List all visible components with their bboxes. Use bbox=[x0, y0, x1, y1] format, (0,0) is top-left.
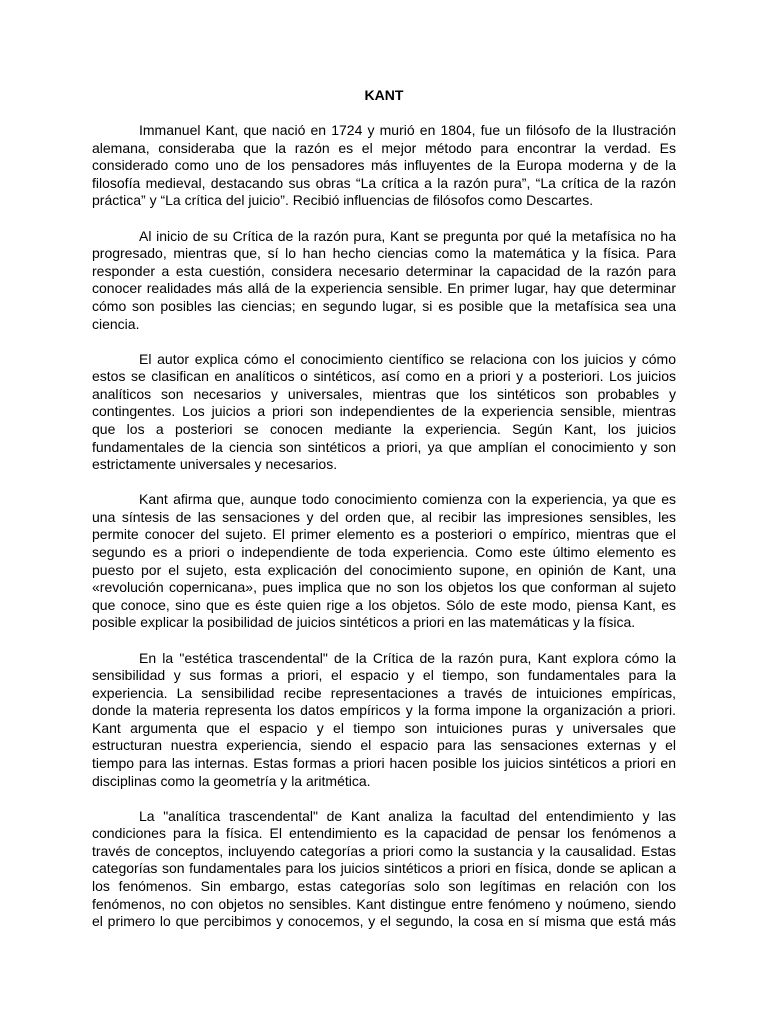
paragraph-line: conocer realidades más allá de la experiencia sensible. En primer lugar, hay que determinar bbox=[92, 280, 676, 297]
paragraph-line: En la "estética trascendental" de la Crítica de la razón pura, Kant explora cómo la bbox=[139, 649, 676, 666]
paragraph-2 bbox=[92, 228, 676, 333]
paragraph-line: puesto por el sujeto, esta explicación del conocimiento supone, en opinión de Kant, una bbox=[92, 561, 676, 578]
paragraph-line: fundamentales de la ciencia son sintéticos a priori, ya que amplían el conocimiento y son bbox=[92, 438, 676, 455]
paragraph-line: Al inicio de su Crítica de la razón pura, Kant se pregunta por qué la metafísica no ha bbox=[139, 227, 676, 244]
paragraph-line: fenómenos, no con objetos no sensibles. Kant distingue entre fenómeno y noúmeno, siendo bbox=[92, 895, 676, 912]
paragraph-line: condiciones para la física. El entendimiento es la capacidad de pensar los fenómenos a bbox=[92, 825, 676, 842]
paragraph-line: categorías son fundamentales para los juicios sintéticos a priori en física, donde se aplican a bbox=[92, 860, 676, 877]
paragraph-line: «revolución copernicana», pues implica que no son los objetos los que conforman al sujeto bbox=[92, 579, 676, 596]
paragraph-line: tiempo para las internas. Estas formas a priori hacen posible los juicios sintéticos a priori en bbox=[92, 754, 676, 771]
paragraph-line: una síntesis de las sensaciones y del orden que, al recibir las impresiones sensibles, les bbox=[92, 508, 676, 525]
paragraph-line: estrictamente universales y necesarios. bbox=[92, 456, 338, 473]
paragraph-line: cómo son posibles las ciencias; en segundo lugar, si es posible que la metafísica sea una bbox=[92, 297, 676, 314]
paragraph-line: ciencia. bbox=[92, 315, 140, 332]
paragraph-line: que los a posteriori se conocen mediante la experiencia. Según Kant, los juicios bbox=[92, 420, 676, 437]
paragraph-line: Immanuel Kant, que nació en 1724 y murió en 1804, fue un filósofo de la Ilustración bbox=[139, 122, 676, 139]
paragraph-line: estos se clasifican en analíticos o sintéticos, así como en a priori y a posteriori. Los juicios bbox=[92, 368, 676, 385]
paragraph-3 bbox=[92, 351, 676, 474]
paragraph-line: el primero lo que percibimos y conocemos, y el segundo, la cosa en sí misma que está más bbox=[92, 913, 676, 930]
document-page bbox=[92, 87, 676, 948]
paragraph-6 bbox=[92, 808, 676, 931]
paragraph-line: sensibilidad y sus formas a priori, el espacio y el tiempo, son fundamentales para la bbox=[92, 667, 676, 684]
paragraph-line: estructuran nuestra experiencia, siendo el espacio para las sensaciones externas y el bbox=[92, 737, 676, 754]
paragraph-line: considerado como uno de los pensadores más influyentes de la Europa moderna y de la bbox=[92, 157, 676, 174]
paragraph-5 bbox=[92, 650, 676, 791]
paragraph-line: alemana, consideraba que la razón es el mejor método para encontrar la verdad. Es bbox=[92, 139, 676, 156]
paragraph-4 bbox=[92, 491, 676, 632]
paragraph-line: través de conceptos, incluyendo categorías a priori como la sustancia y la causalidad. Estas bbox=[92, 842, 676, 859]
paragraph-line: práctica” y “La crítica del juicio”. Recibió influencias de filósofos como Descartes. bbox=[92, 192, 594, 209]
paragraph-line: analíticos son necesarios y universales, mientras que los sintéticos son probables y bbox=[92, 385, 676, 402]
paragraph-line: segundo es a priori o independiente de toda experiencia. Como este último elemento es bbox=[92, 544, 676, 561]
paragraph-line: La "analítica trascendental" de Kant analiza la facultad del entendimiento y las bbox=[139, 807, 676, 824]
paragraph-line: permite conocer del sujeto. El primer elemento es a posteriori o empírico, mientras que el bbox=[92, 526, 676, 543]
paragraph-line: progresado, mientras que, sí lo han hecho ciencias como la matemática y la física. Para bbox=[92, 245, 676, 262]
paragraph-line: disciplinas como la geometría y la aritmética. bbox=[92, 772, 371, 789]
paragraph-1 bbox=[92, 122, 676, 210]
paragraph-line: experiencia. La sensibilidad recibe representaciones a través de intuiciones empíricas, bbox=[92, 684, 676, 701]
paragraph-line: que conoce, sino que es éste quien rige a los objetos. Sólo de este modo, piensa Kant, es bbox=[92, 596, 676, 613]
paragraph-line: Kant argumenta que el espacio y el tiempo son intuiciones puras y universales que bbox=[92, 719, 676, 736]
paragraph-line: contingentes. Los juicios a priori son independientes de la experiencia sensible, mientras bbox=[92, 403, 676, 420]
paragraph-line: El autor explica cómo el conocimiento científico se relaciona con los juicios y cómo bbox=[139, 350, 676, 367]
paragraph-line: Kant afirma que, aunque todo conocimiento comienza con la experiencia, ya que es bbox=[139, 491, 676, 508]
paragraph-line: donde la materia representa los datos empíricos y la forma impone la organización a priori. bbox=[92, 702, 676, 719]
paragraph-line: responder a esta cuestión, considera necesario determinar la capacidad de la razón para bbox=[92, 262, 676, 279]
paragraph-line: posible explicar la posibilidad de juicios sintéticos a priori en las matemáticas y la física. bbox=[92, 614, 636, 631]
paragraph-line: los fenómenos. Sin embargo, estas categorías solo son legítimas en relación con los bbox=[92, 878, 676, 895]
document-title: KANT bbox=[364, 87, 404, 103]
paragraph-line: filosofía medieval, destacando sus obras “La crítica a la razón pura”, “La crítica de la razón bbox=[92, 174, 676, 191]
